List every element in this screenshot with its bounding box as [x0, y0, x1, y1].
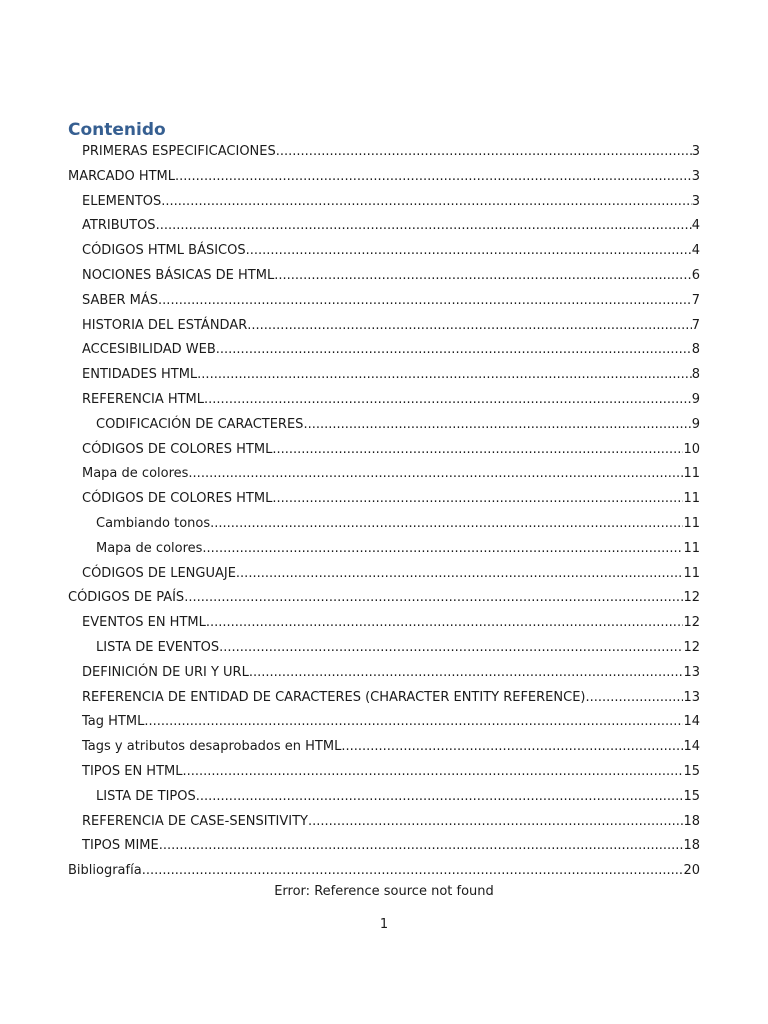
toc-entry[interactable] [0, 638, 768, 663]
toc-entry-page: 4 [691, 243, 700, 259]
toc-entry[interactable] [0, 762, 768, 787]
toc-entry[interactable] [0, 564, 768, 589]
toc-entry[interactable] [0, 167, 768, 192]
toc-entry-text: DEFINICIÓN DE URI Y URL [82, 664, 249, 680]
dot-leader [142, 861, 684, 881]
toc-entry-page: 13 [683, 664, 700, 680]
toc-entry[interactable] [0, 836, 768, 861]
toc-entry-page: 11 [683, 515, 700, 531]
toc-entry[interactable] [0, 216, 768, 241]
dot-leader [197, 365, 692, 385]
toc-entry[interactable] [0, 291, 768, 316]
dot-leader [219, 638, 683, 658]
toc-entry-text: SABER MÁS [82, 292, 159, 308]
dot-leader [249, 663, 684, 683]
toc-entry-page: 9 [691, 416, 700, 432]
dot-leader [204, 390, 692, 410]
toc-entry[interactable] [0, 192, 768, 217]
toc-entry[interactable] [0, 266, 768, 291]
toc-entry-text: MARCADO HTML [68, 168, 176, 184]
dot-leader [184, 588, 683, 608]
toc-entry-text: Cambiando tonos [96, 515, 211, 531]
toc-entry[interactable] [0, 737, 768, 762]
toc-entry[interactable] [0, 142, 768, 167]
toc-entry-page: 9 [691, 391, 700, 407]
toc-entry-page: 14 [683, 714, 700, 730]
toc-entry-text: CÓDIGOS DE COLORES HTML [82, 491, 273, 507]
dot-leader [585, 688, 683, 708]
toc-entry-page: 7 [691, 317, 700, 333]
toc-entry-text: CODIFICACIÓN DE CARACTERES [96, 416, 304, 432]
toc-entry-page: 3 [691, 193, 700, 209]
dot-leader [308, 812, 683, 832]
toc-entry[interactable] [0, 316, 768, 341]
toc-entry-page: 7 [691, 292, 700, 308]
dot-leader [341, 737, 683, 757]
dot-leader [272, 440, 683, 460]
toc-entry-page: 8 [691, 342, 700, 358]
dot-leader [274, 266, 692, 286]
toc-entry[interactable] [0, 365, 768, 390]
toc-entry-text: CÓDIGOS DE COLORES HTML [82, 441, 273, 457]
dot-leader [159, 836, 684, 856]
table-of-contents [0, 142, 768, 886]
toc-entry[interactable] [0, 712, 768, 737]
toc-entry-page: 3 [691, 144, 700, 159]
toc-entry-text: Mapa de colores [96, 540, 203, 556]
toc-entry-text: CÓDIGOS DE PAÍS [68, 590, 185, 606]
toc-entry-page: 11 [683, 491, 700, 507]
toc-entry-page: 11 [683, 565, 700, 581]
toc-entry-page: 18 [683, 813, 700, 829]
toc-entry-text: EVENTOS EN HTML [82, 615, 206, 631]
toc-entry[interactable] [0, 787, 768, 812]
dot-leader [303, 415, 691, 435]
toc-entry-text: Tag HTML [82, 714, 145, 730]
toc-entry-page: 14 [683, 739, 700, 755]
toc-entry-page: 10 [683, 441, 700, 457]
toc-entry-text: HISTORIA DEL ESTÁNDAR [82, 317, 248, 333]
toc-entry-page: 12 [683, 590, 700, 606]
toc-entry[interactable] [0, 514, 768, 539]
dot-leader [276, 142, 692, 162]
toc-entry[interactable] [0, 464, 768, 489]
toc-entry[interactable] [0, 340, 768, 365]
toc-entry[interactable] [0, 539, 768, 564]
toc-entry-text: REFERENCIA HTML [82, 391, 205, 407]
toc-entry[interactable] [0, 688, 768, 713]
toc-title: Contenido [68, 120, 166, 140]
toc-entry-text: REFERENCIA DE CASE-SENSITIVITY [82, 813, 308, 829]
toc-entry-page: 4 [691, 218, 700, 234]
toc-entry[interactable] [0, 390, 768, 415]
dot-leader [156, 216, 692, 236]
toc-entry[interactable] [0, 812, 768, 837]
dot-leader [202, 539, 683, 559]
toc-entry-text: ACCESIBILIDAD WEB [82, 342, 216, 358]
toc-entry-page: 8 [691, 367, 700, 383]
toc-entry[interactable] [0, 663, 768, 688]
dot-leader [272, 489, 683, 509]
toc-entry-text: NOCIONES BÁSICAS DE HTML [82, 267, 275, 283]
toc-entry-text: ELEMENTOS [82, 193, 162, 209]
toc-entry[interactable] [0, 415, 768, 440]
toc-entry-page: 20 [683, 863, 700, 879]
toc-entry[interactable] [0, 588, 768, 613]
dot-leader [247, 316, 691, 336]
dot-leader [182, 762, 683, 782]
dot-leader [236, 564, 684, 584]
toc-entry[interactable] [0, 489, 768, 514]
toc-entry-page: 12 [683, 615, 700, 631]
toc-entry-text: LISTA DE TIPOS [96, 788, 196, 804]
toc-entry-text: CÓDIGOS HTML BÁSICOS [82, 243, 246, 259]
toc-entry[interactable] [0, 241, 768, 266]
dot-leader [188, 464, 683, 484]
dot-leader [196, 787, 684, 807]
toc-entry-text: Mapa de colores [82, 466, 189, 482]
toc-entry[interactable] [0, 613, 768, 638]
toc-entry-text: REFERENCIA DE ENTIDAD DE CARACTERES (CHARACTER ENTITY REFERENCE) [82, 689, 586, 705]
toc-entry-text: PRIMERAS ESPECIFICACIONES [82, 144, 276, 159]
toc-entry-page: 6 [691, 267, 700, 283]
toc-entry-page: 12 [683, 639, 700, 655]
toc-entry-text: ENTIDADES HTML [82, 367, 198, 383]
toc-entry-page: 3 [691, 168, 700, 184]
reference-error-text: Error: Reference source not found [274, 884, 494, 899]
toc-entry-text: Bibliografía [68, 863, 142, 879]
dot-leader [210, 514, 683, 534]
toc-entry-page: 11 [683, 466, 700, 482]
toc-entry-page: 11 [683, 540, 700, 556]
dot-leader [175, 167, 692, 187]
toc-entry-text: Tags y atributos desaprobados en HTML [82, 739, 342, 755]
toc-entry-text: TIPOS EN HTML [82, 763, 183, 779]
toc-entry-page: 13 [683, 689, 700, 705]
toc-entry-text: TIPOS MIME [82, 838, 159, 854]
toc-entry-text: CÓDIGOS DE LENGUAJE [82, 565, 236, 581]
dot-leader [161, 192, 691, 212]
toc-entry-page: 18 [683, 838, 700, 854]
toc-entry-text: ATRIBUTOS [82, 218, 156, 234]
dot-leader [158, 291, 692, 311]
toc-entry-page: 15 [683, 763, 700, 779]
dot-leader [246, 241, 692, 261]
dot-leader [206, 613, 684, 633]
page-number: 1 [379, 917, 389, 932]
dot-leader [144, 712, 683, 732]
toc-entry-text: LISTA DE EVENTOS [96, 639, 220, 655]
dot-leader [216, 340, 692, 360]
toc-entry[interactable] [0, 440, 768, 465]
toc-entry-page: 15 [683, 788, 700, 804]
